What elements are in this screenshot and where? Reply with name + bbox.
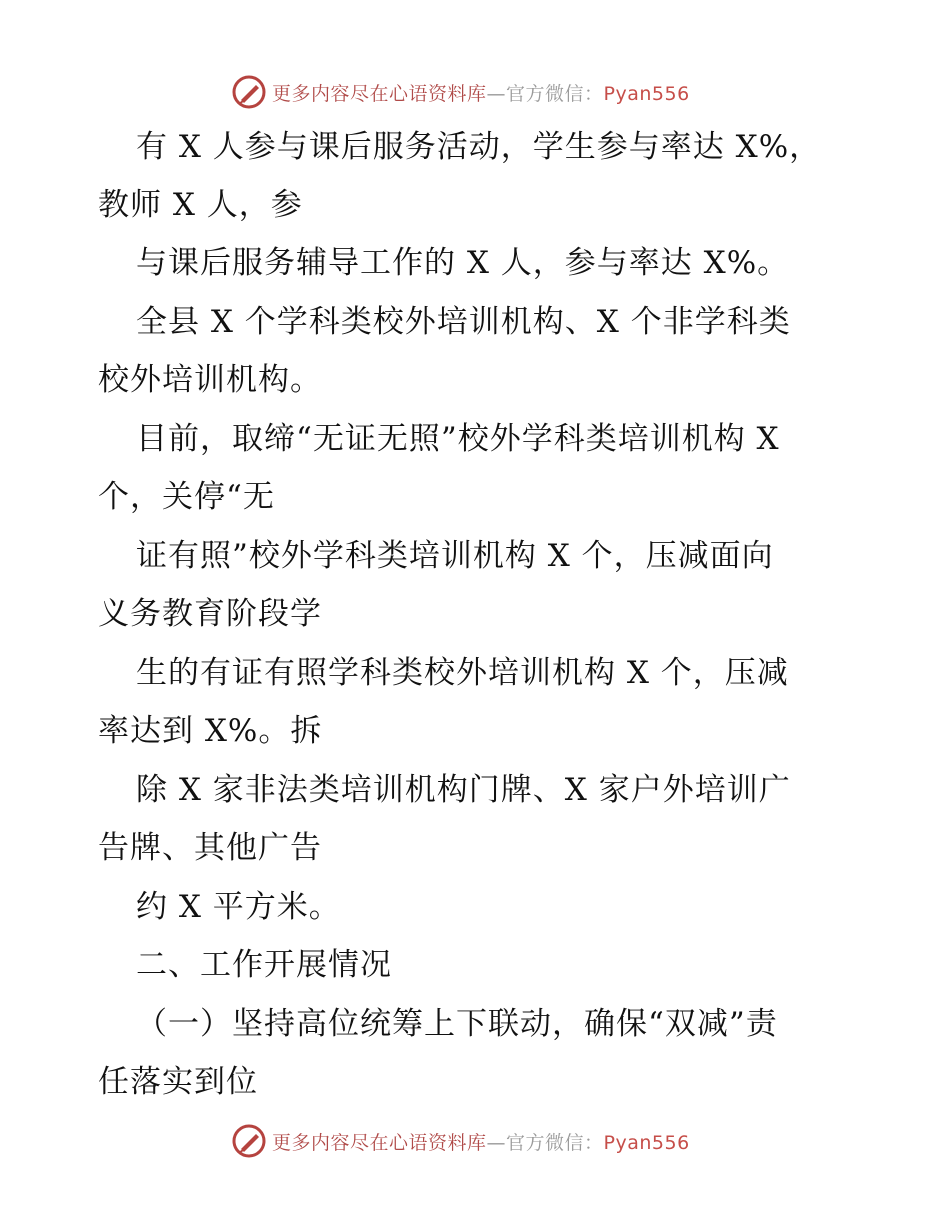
body-line: 约 X 平方米。 xyxy=(136,889,341,925)
body-line: 个，关停“无 xyxy=(98,479,275,515)
body-line: 目前，取缔“无证无照”校外学科类培训机构 X xyxy=(136,421,780,457)
subsection-heading: （一）坚持高位统筹上下联动，确保“双减”责 xyxy=(136,1006,778,1042)
body-line: 教师 X 人，参 xyxy=(98,187,303,223)
quill-logo-icon xyxy=(232,1124,266,1158)
section-heading: 二、工作开展情况 xyxy=(136,947,392,983)
quill-logo-icon xyxy=(232,75,266,109)
body-line: 证有照”校外学科类培训机构 X 个，压减面向 xyxy=(136,538,774,574)
body-line: 除 X 家非法类培训机构门牌、X 家户外培训广 xyxy=(136,772,791,808)
body-line: 全县 X 个学科类校外培训机构、X 个非学科类 xyxy=(136,304,791,340)
body-line: 告牌、其他广告 xyxy=(98,830,322,866)
watermark-header xyxy=(232,72,690,112)
watermark-text: 更多内容尽在心语资料库—官方微信：Pyan556 xyxy=(272,82,690,105)
watermark-text: 更多内容尽在心语资料库—官方微信：Pyan556 xyxy=(272,1131,690,1154)
watermark-footer xyxy=(232,1121,690,1161)
body-line: 义务教育阶段学 xyxy=(98,596,322,632)
body-line: 有 X 人参与课后服务活动，学生参与率达 X%， xyxy=(136,129,822,165)
body-line: 生的有证有照学科类校外培训机构 X 个，压减 xyxy=(136,655,789,691)
body-line: 与课后服务辅导工作的 X 人，参与率达 X%。 xyxy=(136,245,790,281)
body-line: 校外培训机构。 xyxy=(98,362,322,398)
body-line: 任落实到位 xyxy=(98,1064,258,1100)
body-line: 率达到 X%。拆 xyxy=(98,713,323,749)
